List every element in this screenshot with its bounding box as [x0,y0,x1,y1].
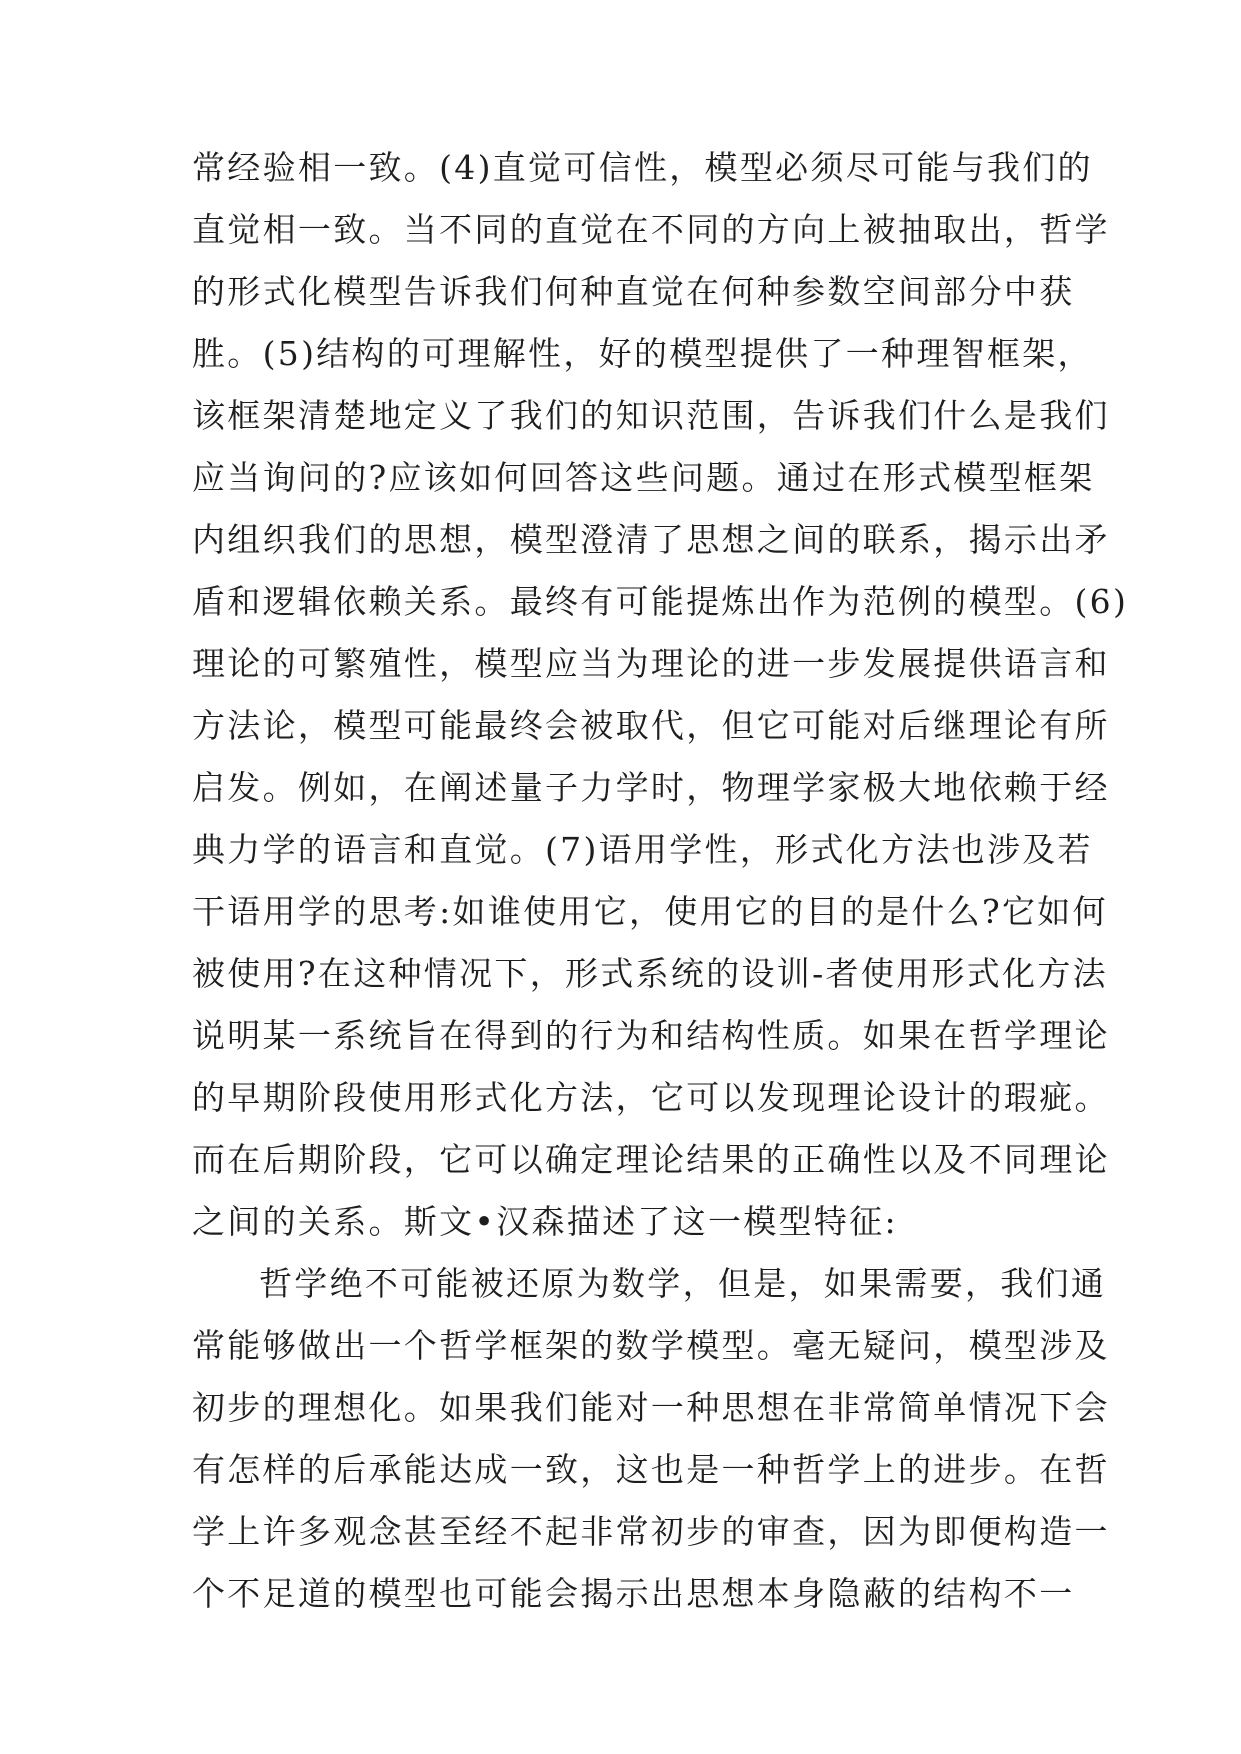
text-line: 胜。(5)结构的可理解性，好的模型提供了一种理智框架， [192,334,1093,373]
text-line: 被使用?在这种情况下，形式系统的设训-者使用形式化方法 [192,954,1108,993]
text-line: 而在后期阶段，它可以确定理论结果的正确性以及不同理论 [192,1140,1110,1179]
text-line: 常能够做出一个哲学框架的数学模型。毫无疑问，模型涉及 [192,1326,1110,1365]
quote-first-line: 哲学绝不可能被还原为数学，但是，如果需要，我们通 [259,1264,1107,1303]
text-line: 干语用学的思考:如谁使用它，使用它的目的是什么?它如何 [192,892,1108,931]
text-line: 个不足道的模型也可能会揭示出思想本身隐蔽的结构不一 [192,1574,1075,1613]
text-line: 应当询问的?应该如何回答这些问题。通过在形式模型框架 [192,458,1095,497]
text-line: 之间的关系。斯文•汉森描述了这一模型特征: [192,1202,898,1241]
text-line: 内组织我们的思想，模型澄清了思想之间的联系，揭示出矛 [192,520,1110,559]
text-line: 学上许多观念甚至经不起非常初步的审查，因为即便构造一 [192,1512,1110,1551]
text-line: 直觉相一致。当不同的直觉在不同的方向上被抽取出，哲学 [192,210,1110,249]
text-line: 的早期阶段使用形式化方法，它可以发现理论设计的瑕疵。 [192,1078,1110,1117]
text-line: 理论的可繁殖性，模型应当为理论的进一步发展提供语言和 [192,644,1110,683]
text-line: 有怎样的后承能达成一致，这也是一种哲学上的进步。在哲 [192,1450,1110,1489]
text-line: 启发。例如，在阐述量子力学时，物理学家极大地依赖于经 [192,768,1110,807]
text-line: 方法论，模型可能最终会被取代，但它可能对后继理论有所 [192,706,1110,745]
text-line: 常经验相一致。(4)直觉可信性，模型必须尽可能与我们的 [192,148,1093,187]
text-line: 典力学的语言和直觉。(7)语用学性，形式化方法也涉及若 [192,830,1093,869]
text-line: 说明某一系统旨在得到的行为和结构性质。如果在哲学理论 [192,1016,1110,1055]
text-line: 初步的理想化。如果我们能对一种思想在非常简单情况下会 [192,1388,1110,1427]
text-line: 该框架清楚地定义了我们的知识范围，告诉我们什么是我们 [192,396,1110,435]
text-line: 盾和逻辑依赖关系。最终有可能提炼出作为范例的模型。(6) [192,582,1129,621]
text-line: 的形式化模型告诉我们何种直觉在何种参数空间部分中获 [192,272,1075,311]
